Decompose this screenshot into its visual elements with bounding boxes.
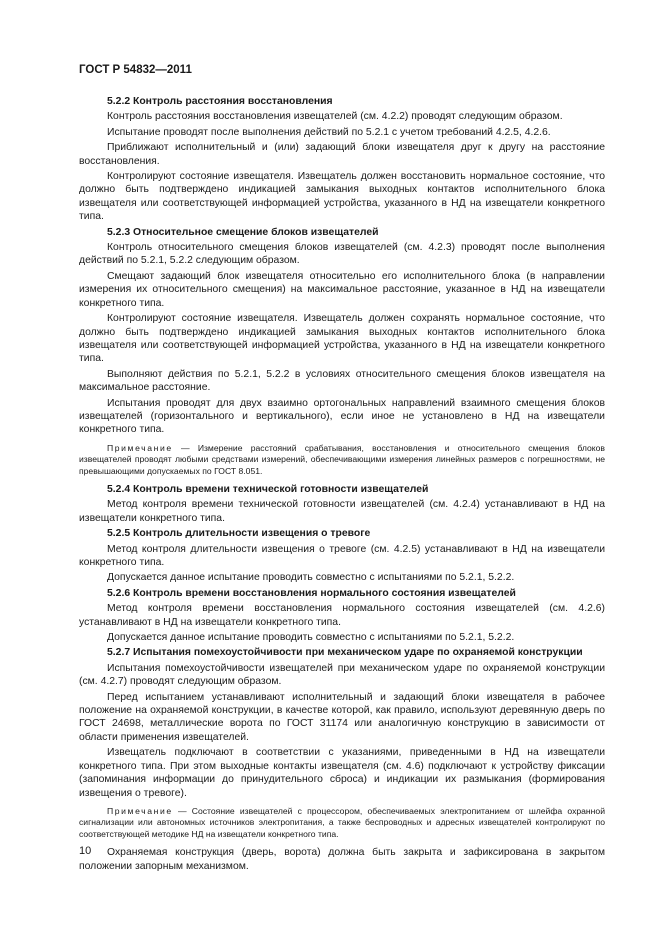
paragraph: Метод контроля времени восстановления нормального состояния извещателей (см. 4.2.6) устанавливают в НД на извещатели конкретного типа. <box>79 603 605 628</box>
paragraph: Смещают задающий блок извещателя относительно его исполнительного блока (в направлении измерения их относительного смещения) на максимальное расстояние, указанное в НД на извещатели конкретного типа. <box>79 270 605 309</box>
paragraph: Охраняемая конструкция (дверь, ворота) должна быть закрыта и зафиксирована в закрытом положении запорным механизмом. <box>79 847 605 872</box>
section-heading: 5.2.2 Контроль расстояния восстановления <box>107 96 333 107</box>
paragraph: Допускается данное испытание проводить совместно с испытаниями по 5.2.1, 5.2.2. <box>107 572 515 584</box>
note-text: — Измерение расстояний срабатывания, восстановления и относительного смещения блоков извещателей проводят любыми средствами измерений, обеспечивающими измерения линейных размеров с погрешностями, не превышающими допускаемых по ГОСТ 8.051. <box>79 442 605 476</box>
paragraph: Испытания проводят для двух взаимно ортогональных направлений взаимного смещения блоков извещателей (горизонтального и вертикального), если иное не установлено в НД на извещатели конкретного типа. <box>79 397 605 436</box>
section-heading: 5.2.6 Контроль времени восстановления нормального состояния извещателей <box>107 587 516 599</box>
document-body <box>79 93 605 873</box>
paragraph: Контролируют состояние извещателя. Извещатель должен восстановить нормальное состояние, что должно быть подтверждено индикацией замыкания выходных контактов исполнительного блока извещателя или соответствующей информацией устройства, указанного в НД на извещатели конкретного типа. <box>79 171 605 223</box>
paragraph: Допускается данное испытание проводить совместно с испытаниями по 5.2.1, 5.2.2. <box>107 632 515 644</box>
note <box>79 806 605 840</box>
paragraph: Контроль относительного смещения блоков извещателей (см. 4.2.3) проводят после выполнения действий по 5.2.1, 5.2.2 следующим образом. <box>79 242 605 267</box>
paragraph: Контроль расстояния восстановления извещателей (см. 4.2.2) проводят следующим образом. <box>107 111 563 123</box>
note-text: — Состояние извещателей с процессором, обеспечиваемых электропитанием от шлейфа охранной сигнализации или автономных источников электропитания, а также беспроводных и адресных извещателей контролируют по соответствующей методике НД на извещатели конкретного типа. <box>79 805 605 839</box>
section-heading: 5.2.7 Испытания помехоустойчивости при механическом ударе по охраняемой конструкции <box>107 647 583 659</box>
paragraph: Метод контроля длительности извещения о тревоге (см. 4.2.5) устанавливают в НД на извещатели конкретного типа. <box>79 543 605 568</box>
note-label: Примечание <box>107 442 173 453</box>
paragraph: Испытания помехоустойчивости извещателей при механическом ударе по охраняемой конструкции (см. 4.2.7) проводят следующим образом. <box>79 662 605 688</box>
paragraph: Приближают исполнительный и (или) задающий блоки извещателя друг к другу на расстояние восстановления. <box>79 142 605 167</box>
paragraph: Метод контроля времени технической готовности извещателей (см. 4.2.4) устанавливают в НД на извещатели конкретного типа. <box>79 499 605 524</box>
page-number: 10 <box>79 845 92 857</box>
paragraph: Выполняют действия по 5.2.1, 5.2.2 в условиях относительного смещения блоков извещателя на максимальное расстояние. <box>79 368 605 394</box>
section-heading: 5.2.3 Относительное смещение блоков извещателей <box>107 226 379 238</box>
note-label: Примечание <box>107 805 173 816</box>
document-header: ГОСТ Р 54832—2011 <box>79 64 192 76</box>
paragraph: Испытание проводят после выполнения действий по 5.2.1 с учетом требований 4.2.5, 4.2.6. <box>107 126 551 138</box>
paragraph: Перед испытанием устанавливают исполнительный и задающий блоки извещателя в рабочее положение на охраняемой конструкции, в качестве которой, как правило, используют деревянную дверь по ГОСТ 24698, металлические ворота по ГОСТ 31174 или аналогичную конструкцию в зависимости от области применения извещателей. <box>79 691 605 743</box>
paragraph: Контролируют состояние извещателя. Извещатель должен сохранять нормальное состояние, что должно быть подтверждено индикацией замыкания выходных контактов исполнительного блока извещателя или соответствующей информацией устройства, указанного в НД на извещатели конкретного типа. <box>79 313 605 365</box>
section-heading: 5.2.5 Контроль длительности извещения о тревоге <box>107 528 371 540</box>
note <box>79 443 605 477</box>
paragraph: Извещатель подключают в соответствии с указаниями, приведенными в НД на извещатели конкретного типа. При этом выходные контакты извещателя (см. 4.6) подключают к устройству фиксации (запоминания информации до принудительного сброса) и индикации их размыкания (формирования извещения о тревоге). <box>79 747 605 799</box>
section-heading: 5.2.4 Контроль времени технической готовности извещателей <box>107 483 429 495</box>
